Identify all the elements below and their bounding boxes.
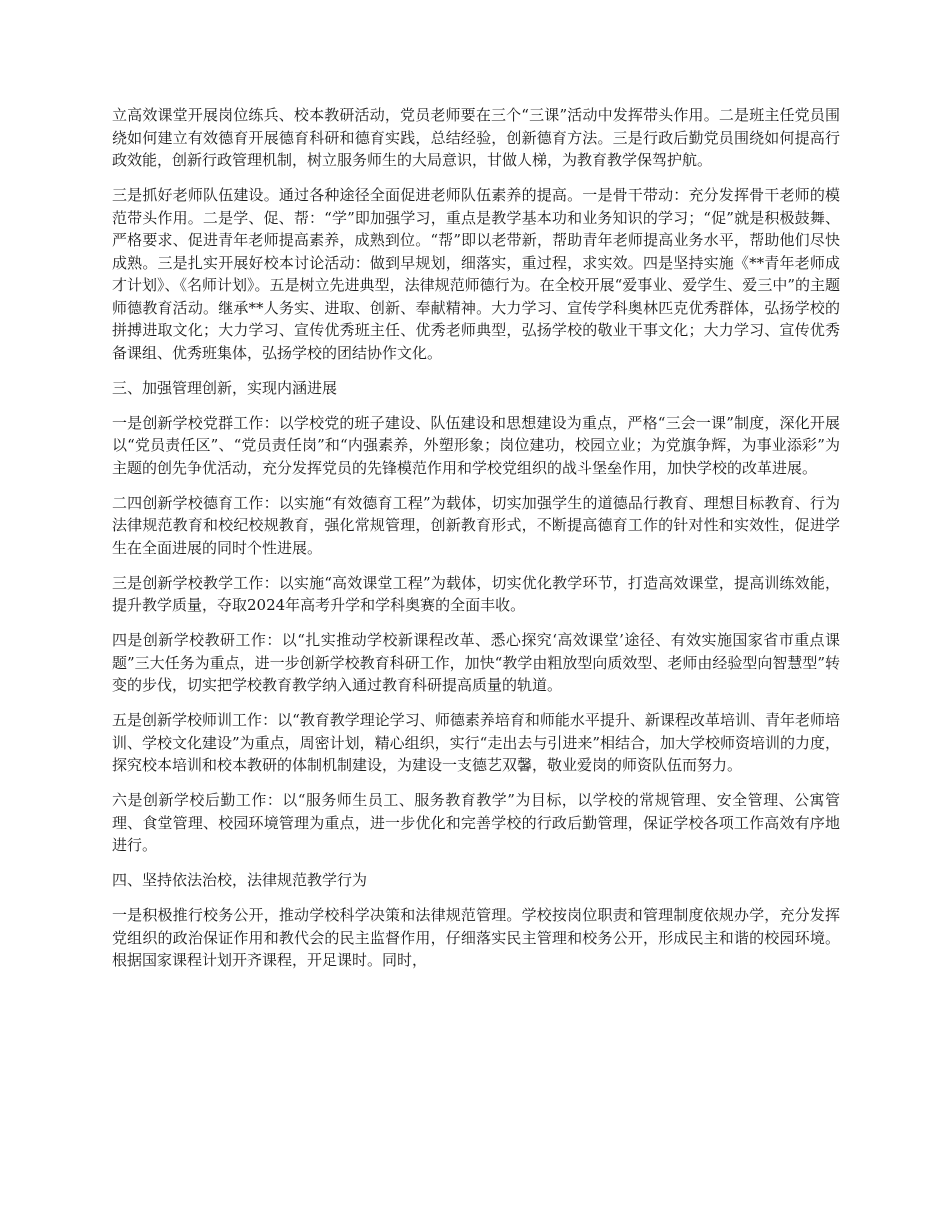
paragraph-logistics-work: 六是创新学校后勤工作：以“服务师生员工、服务教育教学”为目标，以学校的常规管理、安全管理、公寓管理、食堂管理、校园环境管理为重点，进一步优化和完善学校的行政后勤管理，保证学校各项工作高效有序地进行。 [112, 791, 840, 854]
paragraph-teacher-team-building: 三是抓好老师队伍建设。通过各种途径全面促进老师队伍素养的提高。一是骨干带动：充分发挥骨干老师的模范带头作用。二是学、促、帮：“学”即加强学习，重点是教学基本功和业务知识的学习；“促”就是积极鼓舞、严格要求、促进青年老师提高素养，成熟到位。“帮”即以老带新，帮助青年老师提高业务水平，帮助他们尽快成熟。三是扎实开展好校本讨论活动：做到早规划，细落实，重过程，求实效。四是坚持实施《**青年老师成才计划》、《名师计划》。五是树立先进典型，法律规范师德行为。在全校开展“爱事业、爱学生、爱三中”的主题师德教育活动。继承**人务实、进取、创新、奉献精神。大力学习、宣传学科奥林匹克优秀群体，弘扬学校的拼搏进取文化；大力学习、宣传优秀班主任、优秀老师典型，弘扬学校的敬业干事文化；大力学习、宣传优秀备课组、优秀班集体，弘扬学校的团结协作文化。 [112, 186, 840, 362]
paragraph-moral-education: 二四创新学校德育工作：以实施“有效德育工程”为载体，切实加强学生的道德品行教育、理想目标教育、行为法律规范教育和校纪校规教育，强化常规管理，创新教育形式，不断提高德育工作的针对性和实效性，促进学生在全面进展的同时个性进展。 [112, 493, 840, 557]
paragraph-teaching-work: 三是创新学校教学工作：以实施“高效课堂工程”为载体，切实优化教学环节，打造高效课堂，提高训练效能，提升教学质量，夺取2024年高考升学和学科奥赛的全面丰收。 [112, 573, 840, 614]
document-body [112, 104, 840, 984]
section-heading-management-innovation: 三、加强管理创新，实现内涵进展 [112, 378, 338, 397]
paragraph-school-affairs-openness: 一是积极推行校务公开，推动学校科学决策和法律规范管理。学校按岗位职责和管理制度依规办学，充分发挥党组织的政治保证作用和教代会的民主监督作用，仔细落实民主管理和校务公开，形成民主和谐的校园环境。根据国家课程计划开齐课程，开足课时。同时， [112, 906, 840, 969]
paragraph-party-teacher-role: 立高效课堂开展岗位练兵、校本教研活动，党员老师要在三个“三课”活动中发挥带头作用。二是班主任党员围绕如何建立有效德育开展德育科研和德育实践，总结经验，创新德育方法。三是行政后勤党员围绕如何提高行政效能，创新行政管理机制，树立服务师生的大局意识，甘做人梯，为教育教学保驾护航。 [112, 106, 840, 169]
paragraph-teacher-training: 五是创新学校师训工作：以“教育教学理论学习、师德素养培育和师能水平提升、新课程改革培训、青年老师培训、学校文化建设”为重点，周密计划，精心组织，实行“走出去与引进来”相结合，加大学校师资培训的力度，探究校本培训和校本教研的体制机制建设，为建设一支德艺双馨，敬业爱岗的师资队伍而努力。 [112, 711, 841, 774]
section-heading-rule-of-law: 四、坚持依法治校，法律规范教学行为 [112, 871, 368, 889]
paragraph-party-work: 一是创新学校党群工作：以学校党的班子建设、队伍建设和思想建设为重点，严格“三会一课”制度，深化开展以“党员责任区”、“党员责任岗”和“内强素养，外塑形象；岗位建功，校园立业；为党旗争辉，为事业添彩”为主题的创先争优活动，充分发挥党员的先锋模范作用和学校党组织的战斗堡垒作用，加快学校的改革进展。 [112, 413, 840, 477]
paragraph-research-work: 四是创新学校教研工作：以“扎实推动学校新课程改革、悉心探究‘高效课堂’途径、有效实施国家省市重点课题”三大任务为重点，进一步创新学校教育科研工作，加快“教学由粗放型向质效型、老师由经验型向智慧型”转变的步伐，切实把学校教育教学纳入通过教育科研提高质量的轨道。 [112, 631, 841, 694]
